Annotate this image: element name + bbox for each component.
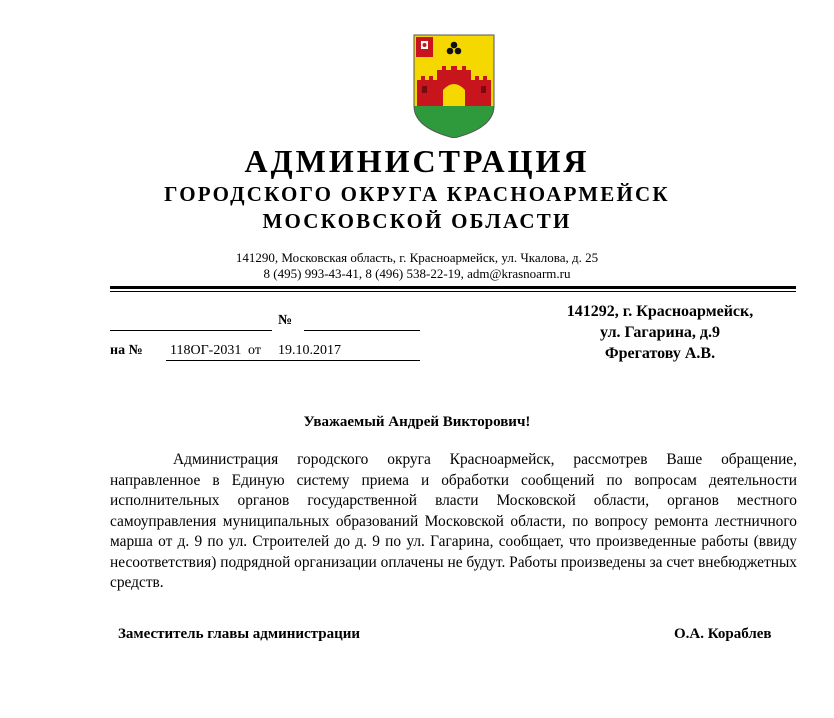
page-title: АДМИНИСТРАЦИЯ: [244, 143, 590, 179]
recipient-address-line2: ул. Гагарина, д.9: [599, 324, 721, 341]
outgoing-number-row: [110, 314, 420, 336]
signatory-name: О.А. Кораблев: [674, 626, 772, 642]
number-sign: №: [278, 313, 293, 328]
ref-from: от: [248, 343, 261, 358]
letter-body: [110, 450, 797, 594]
org-subtitle-line2: МОСКОВСКОЙ ОБЛАСТИ: [262, 209, 572, 233]
outgoing-number-blank: [304, 330, 420, 331]
signatory-role: Заместитель главы администрации: [118, 626, 361, 642]
ref-underline: [166, 360, 420, 361]
org-contacts: 8 (495) 993-43-41, 8 (496) 538-22-19, adm@krasnoarm.ru: [263, 266, 571, 281]
org-subtitle-line1: ГОРОДСКОГО ОКРУГА КРАСНОАРМЕЙСК: [164, 182, 670, 206]
ref-label: на №: [110, 343, 143, 358]
recipient-address-line1: 141292, г. Красноармейск,: [566, 303, 754, 320]
ref-date: 19.10.2017: [278, 343, 341, 358]
greeting: Уважаемый Андрей Викторович!: [303, 414, 531, 430]
org-address: 141290, Московская область, г. Красноармейск, ул. Чкалова, д. 25: [235, 250, 599, 265]
outgoing-date-blank: [110, 330, 272, 331]
ref-number: 118ОГ-2031: [170, 343, 242, 358]
coat-of-arms-icon: [413, 34, 495, 138]
letter-paragraph: Администрация городского округа Красноармейск, рассмотрев Ваше обращение, направленное в Единую систему приема и обработки сообщений по вопросам деятельности исполнительных органов государственной власти Московской области, органов местного самоуправления муниципальных образований Московской области, по вопросу ремонта лестничного марша от д. 9 по ул. Строителей до д. 9 по ул. Гагарина, сообщает, что произведенные работы (ввиду несоответствия) подрядной организации оплачены не будут. Работы произведены за счет внебюджетных средств.: [110, 451, 797, 591]
reference-row: [110, 343, 420, 365]
recipient-name: Фрегатову А.В.: [604, 345, 716, 362]
header-divider-thin: [110, 291, 796, 292]
header-divider-thick: [110, 286, 796, 289]
